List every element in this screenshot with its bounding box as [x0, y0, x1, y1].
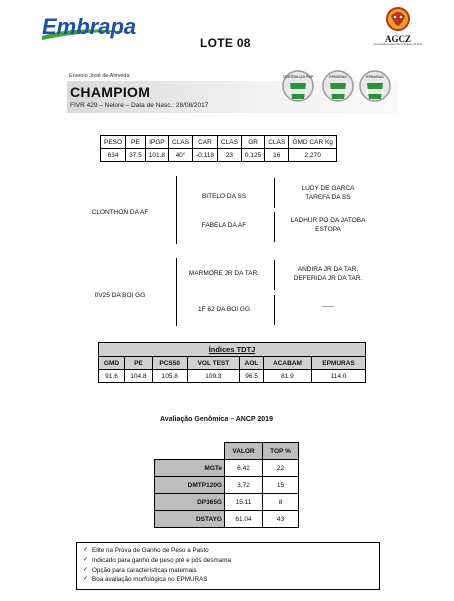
breeder-name: Ervenio José de Almeida — [69, 73, 130, 79]
pedigree-connector — [176, 258, 177, 326]
performance-header-row — [101, 136, 337, 149]
pedigree-connector — [274, 295, 275, 325]
highlight-item — [83, 556, 373, 566]
genomic-row — [155, 494, 299, 511]
genomic-top: 22 — [263, 460, 299, 477]
genomic-row — [155, 460, 299, 477]
header-cell: AOL — [240, 357, 264, 370]
value-cell: 37.5 — [126, 149, 146, 162]
header-cell: GMD CAR Kg — [289, 136, 337, 149]
value-cell: 109.3 — [187, 370, 240, 383]
badge-label: EPMURAS — [366, 75, 384, 79]
genomic-value: 15.11 — [225, 494, 263, 511]
badge-label: EPMURAS — [329, 75, 347, 79]
value-cell: 105.8 — [152, 370, 187, 383]
check-icon: ✓ — [83, 566, 89, 573]
header-cell: CLAS — [265, 136, 289, 149]
header-cell: IPGP — [145, 136, 168, 149]
value-cell: 40° — [169, 149, 193, 162]
genomic-top: 43 — [263, 511, 299, 528]
pedigree-dam: 0V25 DA BOI GG — [94, 292, 146, 299]
genomic-label: DSTAYG — [155, 511, 225, 528]
highlight-item — [83, 546, 373, 556]
agcz-logo-text: AGCZ — [384, 34, 411, 44]
genomic-row — [155, 477, 299, 494]
genomic-value: 3.72 — [225, 477, 263, 494]
embrapa-logo-text: Embrapa — [42, 14, 137, 39]
value-cell: 2.270 — [289, 149, 337, 162]
value-cell: 104.8 — [125, 370, 153, 383]
genomic-table — [154, 442, 299, 528]
genomic-label: DMTP120G — [155, 477, 225, 494]
pedigree-dam-dam: 1F 62 DA BOI GG — [197, 306, 251, 313]
highlight-item — [83, 566, 373, 576]
check-icon: ✓ — [83, 547, 89, 553]
value-cell: 81.9 — [263, 370, 311, 383]
pedigree-ds-dam: DEFERIDA JR DA TAR. — [293, 275, 363, 282]
pedigree-ss-dam: TAREFA DA SS — [305, 194, 351, 201]
value-cell: 16 — [265, 149, 289, 162]
pedigree-sire: CLONTHON DA AF — [91, 209, 149, 216]
header-cell: CLAS — [217, 136, 241, 149]
highlight-text: Indicado para ganho de peso pré e pós desmama — [92, 556, 231, 564]
highlight-item — [83, 575, 373, 585]
empty-cell — [155, 443, 225, 460]
check-icon: ✓ — [83, 576, 89, 583]
lot-number: LOTE 08 — [200, 36, 251, 50]
value-cell: 0.125 — [241, 149, 264, 162]
header-cell: PE — [126, 136, 146, 149]
epmuras-badge-icon — [321, 69, 355, 107]
pedigree-sd-dam: ESTOPA — [315, 226, 341, 233]
pedigree-ds-sire: ANDIRA JR DA TAR. — [297, 266, 359, 273]
epmuras-badge-icon — [358, 69, 392, 107]
pedigree-ss-sire: LUDY DE GARCA — [301, 185, 355, 192]
pedigree-connector — [274, 178, 275, 208]
centraliza-badge-icon — [281, 69, 315, 107]
genomic-top: 15 — [263, 477, 299, 494]
highlights-box — [76, 542, 380, 590]
agcz-subtitle: Associação Goiana dos Criadores de Zebu — [373, 43, 423, 46]
genomic-value: 61.04 — [225, 511, 263, 528]
header-cell: ACABAM — [263, 357, 311, 370]
pedigree-dd-unknown: ___ — [322, 300, 334, 307]
header-cell: PE — [125, 357, 153, 370]
performance-value-row — [101, 149, 337, 162]
tdtj-value-row — [99, 370, 366, 383]
performance-table — [100, 135, 337, 162]
header-cell: EPMURAS — [312, 357, 366, 370]
value-cell: 101.8 — [145, 149, 168, 162]
pedigree-sire-sire: BITELO DA SS — [201, 193, 247, 200]
highlight-text: Opção para características maternais — [92, 566, 197, 574]
value-cell: 23 — [217, 149, 241, 162]
tdtj-header-row — [99, 357, 366, 370]
pedigree-connector — [274, 212, 275, 242]
value-cell: 91.6 — [99, 370, 125, 383]
value-cell: 634 — [101, 149, 126, 162]
genomic-top: 8 — [263, 494, 299, 511]
genomic-title: Avaliação Genômica – ANCP 2019 — [160, 416, 273, 423]
pedigree-connector — [176, 176, 177, 244]
highlight-text: Boa avaliação morfológica no EPMURAS — [92, 576, 208, 584]
embrapa-logo — [40, 14, 144, 46]
check-icon: ✓ — [83, 556, 89, 563]
highlight-text: Elite na Prova de Ganho de Peso a Pasto — [92, 547, 209, 554]
pedigree-dam-sire: MARMORE JR DA TAR. — [188, 270, 260, 277]
badge-label: CENTRALIZA PGP — [282, 75, 314, 79]
header-cell: CLAS — [169, 136, 193, 149]
header-cell: VALOR — [225, 443, 263, 460]
value-cell: -0.118 — [192, 149, 217, 162]
genomic-row — [155, 511, 299, 528]
pedigree-sd-sire: LADHUR PO DA JATOBA — [290, 217, 366, 224]
header-cell: CAR — [192, 136, 217, 149]
header-cell: TOP % — [263, 443, 299, 460]
animal-name: CHAMPIOM — [70, 84, 151, 100]
tdtj-title: Índices TDTJ — [99, 343, 366, 357]
genomic-header-row — [155, 443, 299, 460]
genomic-label: DP365G — [155, 494, 225, 511]
value-cell: 114.0 — [312, 370, 366, 383]
value-cell: 96.5 — [240, 370, 264, 383]
header-cell: PCS50 — [152, 357, 187, 370]
tdtj-table — [98, 342, 366, 383]
header-cell: PESO — [101, 136, 126, 149]
header-cell: GR — [241, 136, 264, 149]
header-cell: VOL TEST — [187, 357, 240, 370]
pedigree-connector — [274, 260, 275, 290]
animal-info: FIVR 429 – Nelore – Data de Nasc.: 28/08/2017 — [70, 102, 209, 109]
pedigree-sire-dam: FABELA DA AF — [201, 222, 247, 229]
genomic-value: 6.42 — [225, 460, 263, 477]
genomic-label: MGTe — [155, 460, 225, 477]
tdtj-title-row — [99, 343, 366, 357]
header-cell: GMD — [99, 357, 125, 370]
